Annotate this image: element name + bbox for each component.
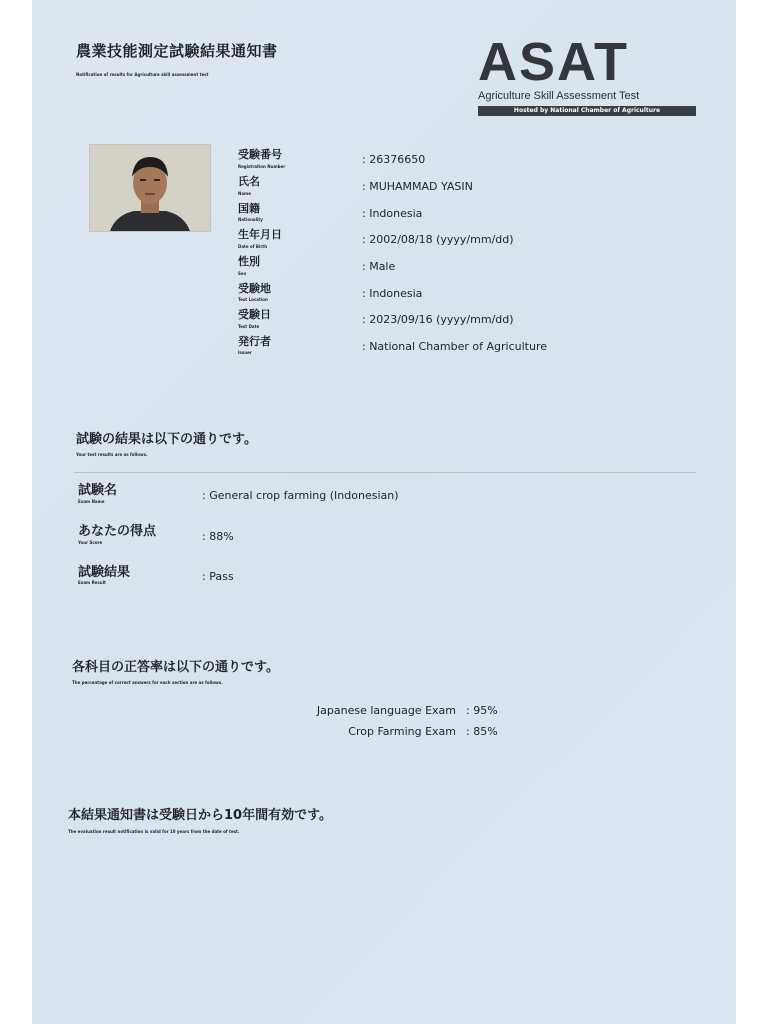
results-heading: 試験の結果は以下の通りです。 [76,432,257,447]
label-test-location-en: Test Location [238,297,268,302]
candidate-photo [89,144,211,232]
label-exam-result-en: Exam Result [78,580,106,585]
validity-notice: 本結果通知書は受験日から10年間有効です。 [68,808,333,823]
validity-notice-english: The evaluation result notification is valid for 10 years from the date of test. [68,829,240,834]
label-test-location: 受験地 [238,282,271,295]
value-test-date: : 2023/09/16 (yyyy/mm/dd) [362,313,514,326]
value-name: : MUHAMMAD YASIN [362,180,473,193]
label-nationality: 国籍 [238,202,260,215]
label-exam-name: 試験名 [78,483,118,498]
value-test-location: : Indonesia [362,287,423,300]
section-score: : 95% [466,704,498,717]
value-date-of-birth: : 2002/08/18 (yyyy/mm/dd) [362,233,514,246]
document-title-english: Notification of results for Agriculture skill assessment test [76,72,209,77]
value-exam-name: : General crop farming (Indonesian) [202,489,399,502]
logo-subtitle: Agriculture Skill Assessment Test [478,90,640,102]
value-registration-number: : 26376650 [362,153,426,166]
value-sex: : Male [362,260,396,273]
document-title: 農業技能測定試験結果通知書 [76,42,278,60]
section-score: : 85% [466,725,498,738]
label-issuer-en: Issuer [238,350,252,355]
certificate-paper [32,0,736,1024]
label-issuer: 発行者 [238,335,271,348]
label-sex-en: Sex [238,271,247,276]
label-date-of-birth-en: Date of Birth [238,244,268,249]
section-scores-heading: 各科目の正答率は以下の通りです。 [72,660,279,675]
label-date-of-birth: 生年月日 [238,228,282,241]
label-test-date: 受験日 [238,308,271,321]
section-name: Crop Farming Exam [348,725,456,738]
logo-host-bar: Hosted by National Chamber of Agriculture [478,106,696,116]
value-your-score: : 88% [202,530,234,543]
label-name: 氏名 [238,175,260,188]
value-nationality: : Indonesia [362,207,423,220]
label-exam-name-en: Exam Name [78,499,105,504]
section-scores-heading-english: The percentage of correct answers for each section are as follows. [72,680,223,685]
label-your-score-en: Your Score [78,540,103,545]
logo-main-text: ASAT [478,32,629,92]
label-exam-result: 試験結果 [78,565,131,580]
results-heading-english: Your test results are as follows. [76,452,148,457]
person-portrait-icon [90,145,210,231]
label-registration-number-en: Registration Number [238,164,286,169]
label-your-score: あなたの得点 [78,524,157,539]
label-test-date-en: Test Date [238,324,260,329]
label-nationality-en: Nationality [238,217,263,222]
section-name: Japanese language Exam [316,704,456,717]
value-exam-result: : Pass [202,570,234,583]
value-issuer: : National Chamber of Agriculture [362,340,548,353]
section-divider [74,472,696,473]
asat-logo [474,32,696,120]
label-sex: 性別 [238,255,260,268]
label-name-en: Name [238,191,251,196]
label-registration-number: 受験番号 [238,148,282,161]
